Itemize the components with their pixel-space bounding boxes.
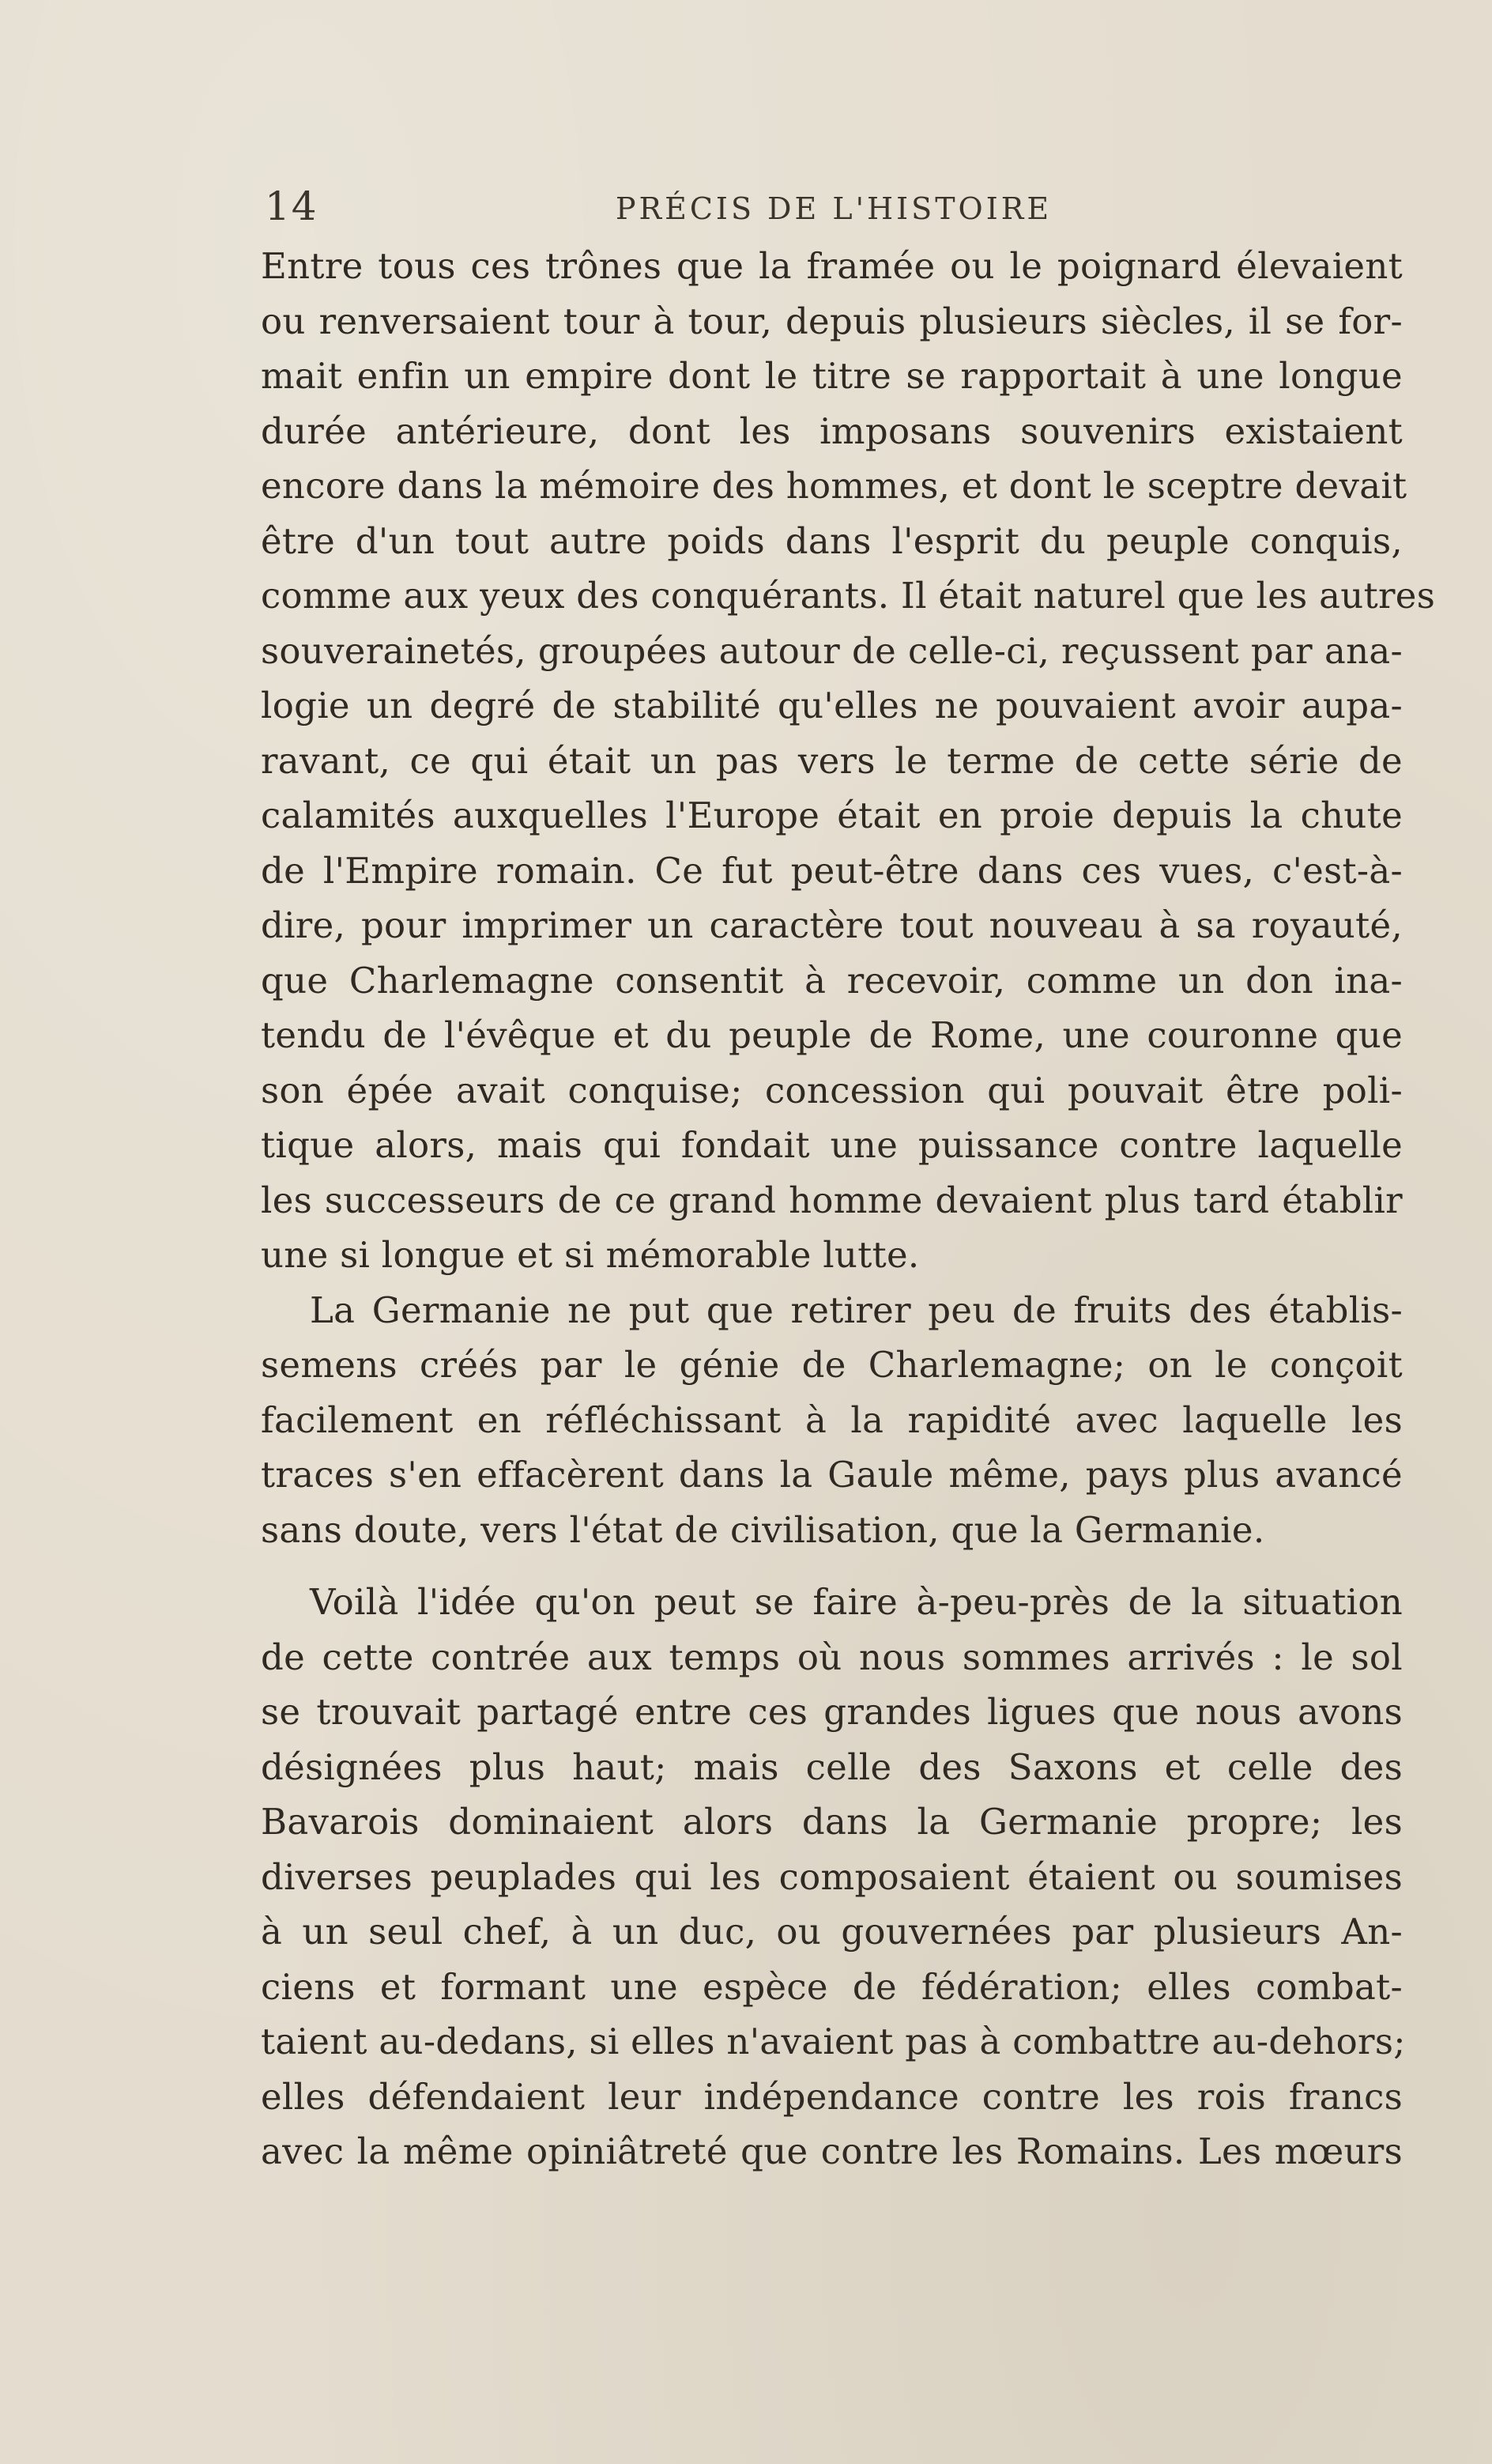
text-line: logie un degré de stabilité qu'elles ne pouvaient avoir aupa- <box>261 685 1403 726</box>
text-line: une si longue et si mémorable lutte. <box>261 1234 920 1276</box>
text-line: calamités auxquelles l'Europe était en proie depuis la chute <box>261 794 1403 836</box>
text-line: taient au-dedans, si elles n'avaient pas à combattre au-dehors; <box>261 2021 1406 2062</box>
text-line: de l'Empire romain. Ce fut peut-être dans ces vues, c'est-à- <box>261 849 1403 892</box>
text-line: tique alors, mais qui fondait une puissance contre laquelle <box>261 1124 1403 1166</box>
text-line: Voilà l'idée qu'on peut se faire à-peu-près de la situation <box>310 1581 1403 1623</box>
text-line: tendu de l'évêque et du peuple de Rome, une couronne que <box>261 1014 1403 1056</box>
text-line: son épée avait conquise; concession qui pouvait être poli- <box>261 1069 1403 1111</box>
text-line: ciens et formant une espèce de fédération; elles combat- <box>261 1965 1403 2008</box>
text-line: avec la même opiniâtreté que contre les Romains. Les mœurs <box>261 2130 1403 2172</box>
text-line: les successeurs de ce grand homme devaient plus tard établir <box>261 1179 1403 1221</box>
text-line: traces s'en effacèrent dans la Gaule même, pays plus avancé <box>261 1454 1403 1496</box>
text-line: de cette contrée aux temps où nous sommes arrivés : le sol <box>261 1636 1403 1678</box>
text-line: à un seul chef, à un duc, ou gouvernées par plusieurs An- <box>261 1911 1403 1953</box>
text-line: sans doute, vers l'état de civilisation, que la Germanie. <box>261 1508 1265 1551</box>
text-line: ravant, ce qui était un pas vers le terme de cette série de <box>261 739 1403 782</box>
page-number: 14 <box>265 183 318 229</box>
paragraph-gap <box>261 1557 1403 1575</box>
text-line: se trouvait partagé entre ces grandes ligues que nous avons <box>261 1691 1403 1733</box>
text-line: Bavarois dominaient alors dans la Germanie propre; les <box>261 1801 1403 1843</box>
body-text <box>261 239 1436 2179</box>
text-line: souverainetés, groupées autour de celle-ci, reçussent par ana- <box>261 629 1403 672</box>
text-line: mait enfin un empire dont le titre se rapportait à une longue <box>261 355 1403 397</box>
paragraph <box>261 239 1436 1283</box>
text-line: diverses peuplades qui les composaient étaient ou soumises <box>261 1855 1403 1898</box>
running-head: PRÉCIS DE L'HISTOIRE <box>615 191 1053 226</box>
text-line: La Germanie ne put que retirer peu de fruits des établis- <box>310 1289 1403 1331</box>
text-line: facilement en réfléchissant à la rapidité avec laquelle les <box>261 1398 1403 1441</box>
text-line: dire, pour imprimer un caractère tout nouveau à sa royauté, <box>261 904 1403 946</box>
text-line: comme aux yeux des conquérants. Il était naturel que les autres <box>261 575 1436 617</box>
text-line: que Charlemagne consentit à recevoir, comme un don ina- <box>261 959 1403 1002</box>
text-line: Entre tous ces trônes que la framée ou le poignard élevaient <box>261 245 1403 287</box>
page-header <box>265 183 1403 231</box>
text-line: elles défendaient leur indépendance contre les rois francs <box>261 2075 1403 2118</box>
text-line: être d'un tout autre poids dans l'esprit du peuple conquis, <box>261 519 1403 562</box>
text-line: ou renversaient tour à tour, depuis plusieurs siècles, il se for- <box>261 300 1403 342</box>
text-line: semens créés par le génie de Charlemagne; on le conçoit <box>261 1344 1403 1386</box>
paragraph <box>261 1575 1406 2179</box>
text-line: durée antérieure, dont les imposans souvenirs existaient <box>261 409 1403 452</box>
text-line: encore dans la mémoire des hommes, et dont le sceptre devait <box>261 465 1407 507</box>
text-line: désignées plus haut; mais celle des Saxons et celle des <box>261 1745 1403 1788</box>
paragraph <box>261 1283 1403 1558</box>
